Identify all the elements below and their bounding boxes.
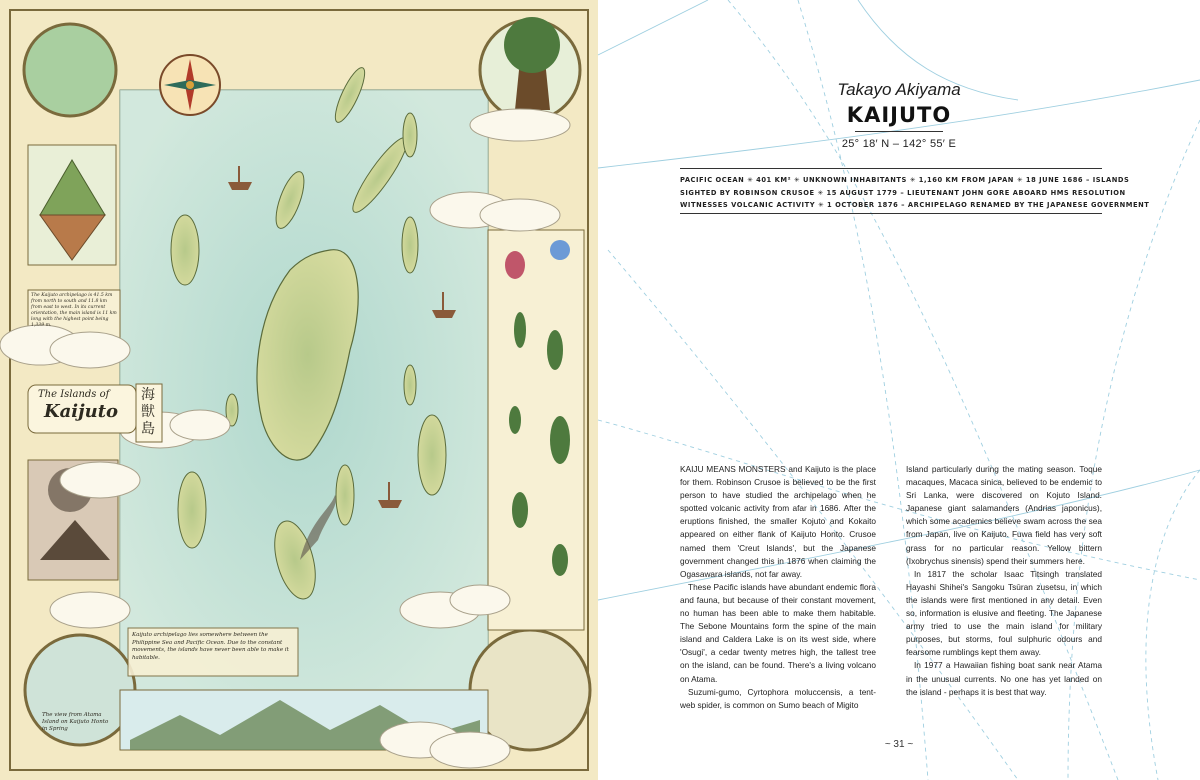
medallion-top-left (24, 24, 116, 116)
island (404, 365, 416, 405)
title-rule (855, 131, 943, 132)
cartouche-title-line2: Kaijuto (44, 401, 119, 422)
island (171, 215, 199, 285)
map-panel-text: The Kaijuto archipelago is 41.5 km from north to south and 11.8 km from east to west. In its current orientation, the main island is 11 km long with the highest point being 1,339 m. (31, 293, 117, 328)
coordinates: 25° 18′ N – 142° 55′ E (841, 138, 957, 150)
map-illustration-page (0, 0, 598, 780)
facts-block (680, 174, 1150, 212)
facts-line: PACIFIC OCEAN ✳ 401 KM² ✳ UNKNOWN INHABITANTS ✳ 1,160 KM FROM JAPAN ✳ 18 JUNE 1686 – ISLANDS (680, 176, 1130, 184)
medallion-caption: The view from Atama Island on Kaijuto Honto in Spring (42, 712, 109, 732)
island (178, 472, 206, 548)
body-column-2 (906, 463, 1102, 699)
page-title: KAIJUTO (846, 103, 952, 127)
body-paragraph: Island particularly during the mating season. Toque macaques, Macaca sinica, believed to be endemic to Sri Lanka, were discovered on Kojuto Island. Japanese giant salamanders (Andrias japonicus), which some academics believe swam across the sea from Japan, live on Kaijuto. Fuwa field has very soft grass for no particular reason. Yellow bittern (Ixobrychus sinensis) spend their summers here. (906, 464, 1102, 566)
facts-line: SIGHTED BY ROBINSON CRUSOE ✳ 15 AUGUST 1779 – LIEUTENANT JOHN GORE ABOARD HMS RESOLUTION (680, 188, 1126, 197)
cartouche-title-line1: The Islands of (38, 389, 110, 400)
body-paragraph: KAIJU MEANS MONSTERS and Kaijuto is the place for them. Robinson Crusoe is believed to be the first person to have studied the archipelago when he spotted volcanic activity from afar in 1686. After the eruptions finished, the smaller Kojuto and Kokaito appeared on either flank of Kaijuto Honto. Crusoe named them 'Creut Islands', but the Japanese government changed this in 1876 when claiming the Ogasawara islands, not far away. (680, 464, 876, 579)
map-bottom-note: Kaijuto archipelago lies somewhere between the Philippine Sea and Pacific Ocean. Due to the constant movements, the islands have never been able to make it habitable. (132, 632, 289, 661)
page-number: ~ 31 ~ (884, 739, 914, 750)
island (418, 415, 446, 495)
island (336, 465, 354, 525)
body-paragraph: Suzumi-gumo, Cyrtophora moluccensis, a tent-web spider, is common on Sumo beach of Migito (680, 686, 876, 710)
facts-line: WITNESSES VOLCANIC ACTIVITY ✳ 1 OCTOBER 1876 – ARCHIPELAGO RENAMED BY THE JAPANESE GOVERNMENT (680, 201, 1150, 209)
cartouche-kanji: 海獣島 (141, 387, 155, 437)
body-column-1 (680, 463, 876, 712)
facts-bottom-rule (680, 213, 1102, 214)
compass-rose-icon (160, 55, 220, 115)
body-paragraph: These Pacific islands have abundant endemic flora and fauna, but because of their constant movement, no human has been able to make them habitable. The Sebone Mountains form the spine of the main island and Caldera Lake is on its west side, where 'Osugi', a cedar twenty metres high, the tallest tree on the island, can be found. There's a living volcano on Atama. (680, 581, 876, 684)
island (402, 217, 418, 273)
body-paragraph: In 1817 the scholar Isaac Titsingh translated Hayashi Shihei's Sangoku Tsūran zusetsu, in which the islands were first mentioned in any detail. Even so, information is elusive and fleeting. The Japanese army tried to use the main island for military purposes, but storms, foul sulphuric odours and fearsome rumblings kept them away. (906, 568, 1102, 658)
island (403, 113, 417, 157)
author-name: Takayo Akiyama (837, 80, 961, 99)
body-paragraph: In 1977 a Hawaiian fishing boat sank near Atama in the unusual currents. No one has yet landed on the island - perhaps it is best that way. (906, 660, 1102, 697)
text-page (598, 0, 1200, 780)
facts-top-rule (680, 168, 1102, 169)
